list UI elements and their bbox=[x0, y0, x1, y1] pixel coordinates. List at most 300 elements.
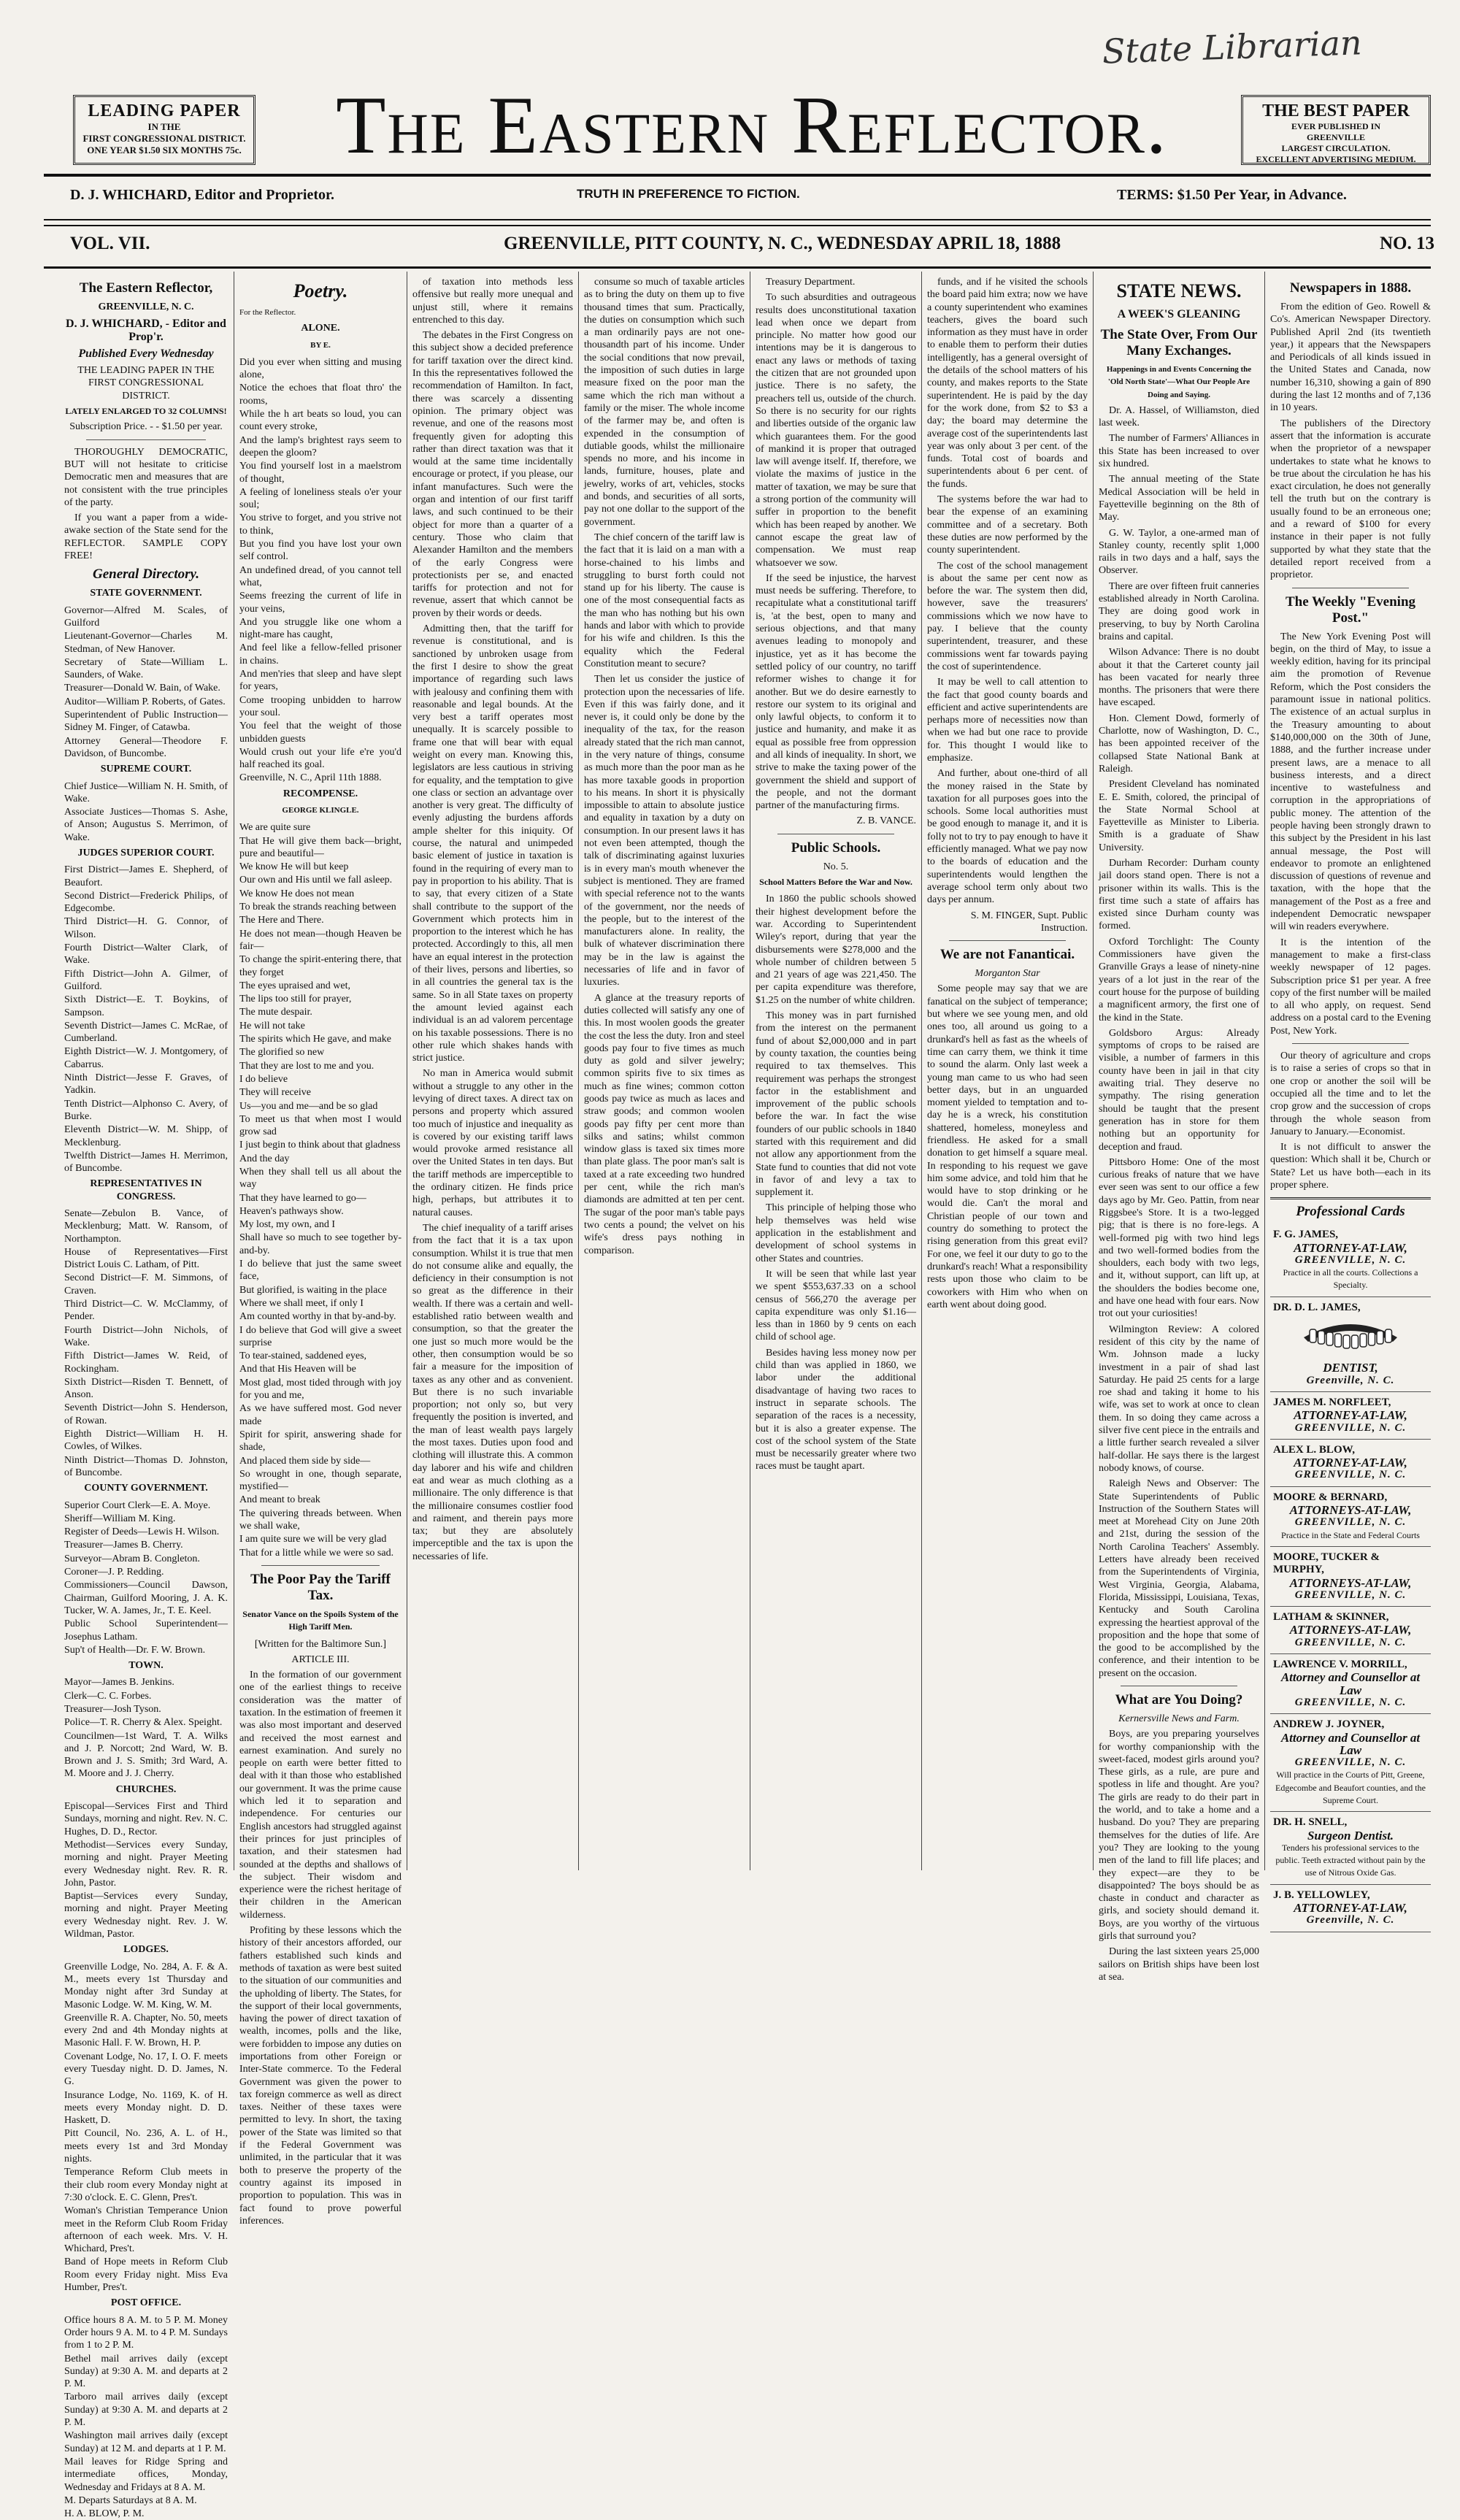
masthead-rule bbox=[44, 266, 1431, 269]
poem-title: ALONE. bbox=[301, 323, 340, 334]
list-line: Episcopal—Services First and Third Sundays, morning and night. Rev. N. C. Hughes, D. D., Rector. bbox=[64, 1801, 228, 1837]
list-line: Eleventh District—W. M. Shipp, of Mecklenburg. bbox=[64, 1124, 228, 1148]
list-line: And the day bbox=[239, 1153, 290, 1164]
list-line: Third District—C. W. McClammy, of Pender. bbox=[64, 1299, 228, 1323]
list-line: Office hours 8 A. M. to 5 P. M. Money Order hours 9 A. M. to 4 P. M. Sundays from 1 to 2 P. M. bbox=[64, 2314, 228, 2351]
masthead-rule bbox=[44, 225, 1431, 226]
town-list bbox=[64, 1676, 228, 1780]
card-name: DR. D. L. JAMES, bbox=[1273, 1301, 1361, 1313]
list-line: But glorified, is waiting in the place bbox=[239, 1284, 387, 1296]
news-item: Wilmington Review: A colored resident of this city by the name of Wm. Johnson made a lucky investment in a pair of shad last Saturday. He paid 25 cents for a large roe shad and taking it home to his wife, was set to work at once to clean them. In so doing they came across a silver five cent piece in the entrails and a little further search revealed a silver half-dollar. He says there is the largest nobody knows, of course. bbox=[1099, 1324, 1259, 1474]
list-line: An undefined dread, of you cannot tell what, bbox=[239, 564, 402, 588]
article-paragraph: Some people may say that we are fanatical on the subject of temperance; but where we see young men, and old ones too, all around us going to a drunkard's hell as fast as the wheels of time can carry them, we think it time to sound the alarm. Only last week a young man came to us who had seen better days, but in an unguarded moment yielded to temptation and to-day he is a wreck, his constitution shattered, homeless, moneyless and friendless. He asked for a small donation to get himself a square meal. In responding to his request we gave him some advice, and told him that he would have to stop drinking or he would die. Can't the moral and Christian people of our town and country do something to protect the rising generation from this great evil? For one, we feel it our duty to go to the drunkard's reach! What a responsibility rests upon those who claim to be coworkers with Him who when on earth went about doing good. bbox=[927, 983, 1088, 1310]
card-town: Greenville, N. C. bbox=[1306, 1374, 1395, 1386]
list-line: A feeling of loneliness steals o'er your soul; bbox=[239, 486, 402, 511]
separator bbox=[1292, 1043, 1409, 1044]
best-paper-box bbox=[1241, 95, 1431, 165]
article-subheadline: School Matters Before the War and Now. bbox=[759, 877, 912, 888]
professional-card bbox=[1270, 1714, 1431, 1812]
supreme-court-heading: SUPREME COURT. bbox=[100, 764, 192, 775]
article-paragraph: Besides having less money now per child than was applied in 1860, we labor under the additional disadvantage of having two races to instruct in separate schools. The separation of the races is a necessity, but it is also a greater expense. The cost of the school system of the State must be necessarily greater where two races must be taught apart. bbox=[756, 1347, 916, 1472]
list-line: As we have suffered most. God never made bbox=[239, 1403, 402, 1427]
poetry-heading: Poetry. bbox=[293, 280, 348, 301]
gleaning-subheading: The State Over, From Our Many Exchanges. bbox=[1100, 327, 1258, 358]
representatives-heading: REPRESENTATIVES IN CONGRESS. bbox=[90, 1178, 202, 1202]
article-paragraph: It is the intention of the management to make a first-class weekly newspaper of 12 pages. Subscription price $1 per year. A free copy of the first number will be mailed to all who apply, on request. Send address on a postal card to the Evening Post, New York. bbox=[1270, 937, 1431, 1037]
card-town: GREENVILLE, N. C. bbox=[1294, 1421, 1407, 1434]
list-line: Our own and His until we fall asleep. bbox=[239, 875, 393, 886]
column-divider bbox=[1093, 272, 1094, 1870]
terms-line: TERMS: $1.50 Per Year, in Advance. bbox=[1117, 187, 1347, 203]
poem-author: BY E. bbox=[310, 340, 331, 350]
column-schools-temperance bbox=[927, 276, 1088, 1867]
list-line: Sixth District—Risden T. Bennett, of Anson. bbox=[64, 1376, 228, 1401]
list-line: Twelfth District—James H. Merrimon, of Buncombe. bbox=[64, 1150, 228, 1175]
state-government-list bbox=[64, 604, 228, 761]
news-item: Wilson Advance: There is no doubt about it that the Carteret county jail has been vacated for nearly three months. The prisoners that were there have escaped. bbox=[1099, 647, 1259, 709]
list-line: Register of Deeds—Lewis H. Wilson. bbox=[64, 1526, 220, 1538]
card-name: J. B. YELLOWLEY, bbox=[1273, 1889, 1370, 1901]
card-town: GREENVILLE, N. C. bbox=[1294, 1756, 1407, 1769]
column-state-news bbox=[1099, 276, 1259, 1983]
card-note: Practice in the State and Federal Courts bbox=[1281, 1529, 1420, 1540]
card-town: GREENVILLE, N. C. bbox=[1294, 1696, 1407, 1708]
list-line: Us—you and me—and be so glad bbox=[239, 1100, 378, 1112]
separator bbox=[261, 1565, 380, 1566]
gleaning-note: Happenings in and Events Concerning the 'Old North State'—What Our People Are Doing and Saying. bbox=[1106, 365, 1252, 399]
list-line: The lips too still for prayer, bbox=[239, 994, 352, 1005]
article-paragraph: And further, about one-third of all the money raised in the State by taxation for all purposes goes into the schools. Some local authorities must be good enough to manage it, and it is folly not to try to pay enough to have it efficiently managed. What we pay now to the boards of education and the superintendents would lengthen the average school term only about two days per annum. bbox=[927, 768, 1088, 906]
list-line: To meet us that when most I would grow sad bbox=[239, 1113, 402, 1138]
list-line: Superior Court Clerk—E. A. Moye. bbox=[64, 1499, 211, 1511]
list-line: And feel like a fellow-felled prisoner in chains. bbox=[239, 642, 402, 667]
card-name: LAWRENCE V. MORRILL, bbox=[1273, 1659, 1407, 1671]
list-line: Baptist—Services every Sunday, morning and night. Prayer Meeting every Wednesday night. Rev. J. W. Wildman, Pastor. bbox=[64, 1891, 228, 1940]
list-line: Fourth District—John Nichols, of Wake. bbox=[64, 1324, 228, 1348]
list-line: Second District—F. M. Simmons, of Craven. bbox=[64, 1272, 228, 1297]
list-line: Seventh District—James C. McRae, of Cumberland. bbox=[64, 1020, 228, 1045]
card-name: DR. H. SNELL, bbox=[1273, 1816, 1348, 1829]
article-paragraph: The chief inequality of a tariff arises from the fact that it is a tax upon consumption. Whilst it is true that men do not consume alike and equally, the deficiency in their consumption is not so great as the difference in their wealth. If there was a certain and well-established ratio between wealth and consumption, so that the greater the one just so much more would be the other, then consumption would be so fair a measure for the imposition of taxes as any other and as convenient. But there is no such invariable proportion; not only so, but very frequently the position is inverted, and the man of least wealth pays largely the most taxes. Duties upon food and clothing will illustrate this. A common day laborer and his wife and children eat and wear as much clothing as a millionaire. The only difference is that the millionaire consumes costlier food and raiment, and therein pays more tax; but they are absolutely imperceptible and the tax is upon the necessaries of life. bbox=[412, 1222, 573, 1562]
article-paragraph: The systems before the war had to bear the expense of an examining committee and of a secretary. Both these duties are now performed by the county superintendent. bbox=[927, 494, 1088, 556]
list-line: While the h art beats so loud, you can count every stroke, bbox=[239, 409, 402, 433]
article-headline: Public Schools. bbox=[791, 840, 881, 856]
list-line: Third District—H. G. Connor, of Wilson. bbox=[64, 916, 228, 940]
list-line: Commissioners—Council Dawson, Chairman, Guilford Mooring, J. A. K. Tucker, W. A. James, Jr., T. E. Keel. bbox=[64, 1580, 228, 1616]
best-paper-line: LARGEST CIRCULATION. bbox=[1281, 143, 1391, 153]
supreme-court-list bbox=[64, 780, 228, 844]
poem-lines bbox=[239, 356, 402, 785]
article-source: Kernersville News and Farm. bbox=[1118, 1713, 1240, 1724]
list-line: House of Representatives—First District Louis C. Latham, of Pitt. bbox=[64, 1246, 228, 1271]
state-news-heading: STATE NEWS. bbox=[1116, 280, 1242, 301]
list-line: Eighth District—William H. H. Cowles, of Wilkes. bbox=[64, 1429, 228, 1453]
professional-card bbox=[1270, 1607, 1431, 1654]
article-paragraph: If the seed be injustice, the harvest must needs be suffering. Therefore, to recapitulate what a constitutional tariff is, 'at the best, open to many and serious objections, and that many avenues leading to monopoly and injustice, yet as it has become the settled policy of our country, no tariff reformer wishes to change it for another. But we do desire earnestly to restore our system to its original and only lawful objects, to conform it to justice and humanity, and make it as equal as possible free from oppression and all kinds of inequality. In short, we strive to make the taxing power of the government the shield and support of the people, and not the dormant partner of the manufacturing firms. bbox=[756, 572, 916, 812]
column-divider bbox=[578, 272, 579, 1870]
list-line: Heaven's pathways show. bbox=[239, 1205, 344, 1217]
article-number: ARTICLE III. bbox=[291, 1653, 350, 1665]
dentures-illustration-icon bbox=[1299, 1315, 1402, 1356]
article-headline: Newspapers in 1888. bbox=[1289, 280, 1412, 296]
editor-line: D. J. WHICHARD, Editor and Proprietor. bbox=[70, 187, 335, 203]
list-line: I do believe that God will give a sweet surprise bbox=[239, 1324, 402, 1348]
list-line: I do believe bbox=[239, 1073, 288, 1085]
card-name: F. G. JAMES, bbox=[1273, 1229, 1339, 1241]
leading-paper-line: FIRST CONGRESSIONAL DISTRICT. bbox=[82, 133, 246, 144]
list-line: Ninth District—Jesse F. Graves, of Yadkin. bbox=[64, 1072, 228, 1096]
list-line: Chief Justice—William N. H. Smith, of Wake. bbox=[64, 780, 228, 804]
leading-paper-box bbox=[73, 95, 256, 165]
state-news-items bbox=[1099, 404, 1259, 1680]
leading-line: THE LEADING PAPER IN THE FIRST CONGRESSIONAL DISTRICT. bbox=[77, 365, 215, 402]
list-line: Eighth District—W. J. Montgomery, of Cabarrus. bbox=[64, 1046, 228, 1070]
list-line: Governor—Alfred M. Scales, of Guilford bbox=[64, 604, 228, 629]
list-line: The spirits which He gave, and make bbox=[239, 1034, 391, 1045]
list-line: The eyes upraised and wet, bbox=[239, 980, 350, 991]
article-paragraph: No man in America would submit without a struggle to any other in the levying of direct taxes. A direct tax on persons and property which assured too much of injustice and inequality as is covered by our existing tariff laws would provoke armed resistance all over the United States in ten days. But the tariff methods are imperceptible to the ordinary citizen. He finds price high, perhaps, but attributes it to natural causes. bbox=[412, 1068, 573, 1218]
column-divider bbox=[921, 272, 922, 1870]
list-line: We know He does not mean bbox=[239, 888, 355, 899]
news-item: There are over fifteen fruit canneries established already in North Carolina. They are doing good work in preserving, to buy by North Carolina brains and capital. bbox=[1099, 580, 1259, 642]
card-name: MOORE, TUCKER & MURPHY, bbox=[1273, 1551, 1380, 1576]
list-line: Covenant Lodge, No. 17, I. O. F. meets every Tuesday night. D. D. James, N. G. bbox=[64, 2051, 228, 2088]
card-role: DENTIST, bbox=[1323, 1361, 1378, 1375]
list-line: Treasurer—James B. Cherry. bbox=[64, 1540, 183, 1551]
news-item: The annual meeting of the State Medical Association will be held in Fayetteville beginning on the 8th of May. bbox=[1099, 474, 1259, 523]
article-paragraph: This money was in part furnished from the interest on the permanent fund of about $2,000,000 and in part by county taxation, the counties being required to tax themselves. This requirement was perhaps the strongest factor in the establishment and improvement of the public schools before the war. In fact the wise founders of our public schools in 1840 started with this requirement and did not allow any apportionment from the State fund to counties that did not vote in favor of and levy a tax to supplement it. bbox=[756, 1010, 916, 1199]
card-town: GREENVILLE, N. C. bbox=[1294, 1636, 1407, 1648]
article-headline: What are You Doing? bbox=[1115, 1691, 1243, 1707]
article-paragraph: The publishers of the Directory assert that the information is accurate when the proprietor of a newspaper undertakes to state what he knows to be true about the circulation he has his exact circulation, he does not generally tell the truth but on the contrary is usually found to be an erroneous one; and a reward of $100 for every instance in their paper is not fully supported by what they state that the detailed report received from a proprietor. bbox=[1270, 418, 1431, 581]
list-line: Would crush out your life e're you'd half reached its goal. bbox=[239, 746, 402, 771]
list-line: And you struggle like one whom a night-mare has caught, bbox=[239, 616, 402, 641]
directory-heading: General Directory. bbox=[93, 566, 199, 583]
paper-name: The Eastern Reflector, bbox=[79, 280, 213, 296]
list-line: To break the strands reaching between bbox=[239, 902, 396, 913]
card-name: JAMES M. NORFLEET, bbox=[1273, 1396, 1391, 1408]
list-line: H. A. BLOW, P. M. bbox=[64, 2508, 145, 2520]
list-line: The quivering threads between. When we shall wake, bbox=[239, 1507, 402, 1532]
column-public-schools bbox=[756, 276, 916, 1867]
best-paper-line: EXCELLENT ADVERTISING MEDIUM. bbox=[1256, 154, 1416, 164]
list-line: Sheriff—William M. King. bbox=[64, 1513, 176, 1524]
separator bbox=[86, 439, 206, 440]
article-source: Morganton Star bbox=[975, 968, 1040, 980]
column-tariff-continued bbox=[412, 276, 573, 1867]
article-paragraph: funds, and if he visited the schools the board paid him extra; now we have a county superintendent who examines teachers, gives the board such information as they must have in order to enable them to perform their duties intelligently, has a general oversight of the details of the school matters of his county, and makes reports to the State superintendent. He is paid by the day for the work done, from $2 to $3 a day; the board may determine the average cost of the superintendents last year was only about 3 per cent. of the funds. Total cost of boards and superintendents about 6 per cent. of the funds. bbox=[927, 277, 1088, 490]
leading-paper-price: ONE YEAR $1.50 SIX MONTHS 75c. bbox=[87, 145, 242, 155]
article-paragraph: From the edition of Geo. Rowell & Co's. American Newspaper Directory. Published April 2nd (its twentieth year,) it appears that the Newspapers and Periodicals of all kinds issued in the United States and Canada, now number 16,310, showing a gain of 890 during the last 12 months and of 7,136 in 10 years. bbox=[1270, 301, 1431, 414]
news-item: Oxford Torchlight: The County Commissioners have given the Granville Grays a lease of ninety-nine years of a lot just in the rear of the court house for the purpose of building a magnificent armory, the first one of the kind in the State. bbox=[1099, 936, 1259, 1023]
newspaper-title: The Eastern Reflector. bbox=[336, 80, 1168, 171]
list-line: He will not take bbox=[239, 1020, 305, 1032]
churches-heading: CHURCHES. bbox=[115, 1783, 177, 1795]
list-line: I am quite sure we will be very glad bbox=[239, 1534, 387, 1545]
poem-title: RECOMPENSE. bbox=[283, 788, 358, 799]
professional-card bbox=[1270, 1654, 1431, 1714]
list-line: Sixth District—E. T. Boykins, of Sampson. bbox=[64, 994, 228, 1018]
news-item: Goldsboro Argus: Already symptoms of crops to be raised are visible, a number of farmers in this county have been in jail in that city awaiting trial. They deserve no sympathy. The rising generation should be taught that the present generation has in store for them nothing but an opportunity for deception and fraud. bbox=[1099, 1027, 1259, 1153]
list-line: Attorney General—Theodore F. Davidson, of Buncombe. bbox=[64, 735, 228, 759]
list-line: Woman's Christian Temperance Union meet in the Reform Club Room Friday afternoon of each week. Mrs. V. H. Whichard, Pres't. bbox=[64, 2205, 228, 2255]
article-headline: We are not Fananticai. bbox=[940, 947, 1075, 963]
separator bbox=[949, 940, 1066, 941]
list-line: Fifth District—John A. Gilmer, of Guilford. bbox=[64, 968, 228, 992]
leading-paper-label: LEADING PAPER bbox=[88, 101, 241, 120]
professional-cards bbox=[1270, 1197, 1431, 1932]
sample-copy-notice: If you want a paper from a wide-awake section of the State send for the REFLECTOR. SAMPLE COPY FREE! bbox=[64, 512, 228, 562]
post-office-list bbox=[64, 2314, 228, 2520]
list-line: Pitt Council, No. 236, A. L. of H., meets every 1st and 3rd Monday nights. bbox=[64, 2128, 228, 2165]
card-role: ATTORNEY-AT-LAW, bbox=[1294, 1408, 1407, 1423]
list-line: Spirit for spirit, answering shade for shade, bbox=[239, 1429, 402, 1453]
professional-card bbox=[1270, 1392, 1431, 1440]
motto: TRUTH IN PREFERENCE TO FICTION. bbox=[577, 187, 800, 201]
lodges-list bbox=[64, 1961, 228, 2294]
town-heading: TOWN. bbox=[128, 1660, 164, 1672]
list-line: Greenville, N. C., April 11th 1888. bbox=[239, 772, 382, 784]
list-line: The glorified so new bbox=[239, 1047, 325, 1059]
article-headline: The Poor Pay the Tariff Tax. bbox=[250, 1571, 391, 1603]
list-line: Notice the echoes that float thro' the rooms, bbox=[239, 383, 402, 407]
news-item: G. W. Taylor, a one-armed man of Stanley county, recently split 1,000 rails in two days and a half, says the Observer. bbox=[1099, 527, 1259, 577]
column-newspapers-cards bbox=[1270, 276, 1431, 1927]
list-line: To change the spirit-entering there, that they forget bbox=[239, 954, 402, 978]
professional-card bbox=[1270, 1224, 1431, 1297]
list-line: To tear-stained, saddened eyes, bbox=[239, 1351, 367, 1362]
poetry-credit: For the Reflector. bbox=[239, 308, 296, 317]
article-paragraph: Admitting then, that the tariff for revenue is constitutional, and is sanctioned by unbroken usage from the first I desire to show the great importance of regarding such laws with jealousy and confining them with reasonable and legal bounds. At the very best a tariff operates most unequally. It is scarcely possible to frame one that will bear with equal weight on every man. Knowing this, legislators are less cautious in striving for equality, and the temptation to give one class or section an advantage over another is very great. The difficulty of evenly adjusting the burdens affords ample shelter for this iniquity. Of course, the natural and unimpeded basic element of justice in taxation is found in the requiring of every man to pay in proportion to his ability. That is to say, that every citizen of a State shall contribute to the support of the Government which protects him in proportion to the interest which he has protected. Accordingly to this, all men have an equal interest in the protection of their lives, persons and liberties, so in all countries the general tax is the same. So in all State taxes on property the amount levied against each individual is an ad valorem percentage on his taxable possessions. There is no other rule which shakes hands with strict justice. bbox=[412, 623, 573, 1064]
card-town: Greenville, N. C. bbox=[1306, 1914, 1395, 1927]
list-line: Did you ever when sitting and musing alone, bbox=[239, 356, 402, 381]
article-subheadline: Senator Vance on the Spoils System of the High Tariff Men. bbox=[242, 1608, 399, 1632]
list-line: Mayor—James B. Jenkins. bbox=[64, 1677, 174, 1689]
card-town: GREENVILLE, N. C. bbox=[1294, 1469, 1407, 1481]
column-directory bbox=[64, 276, 228, 2520]
enlarged-line: LATELY ENLARGED TO 32 COLUMNS! bbox=[65, 406, 227, 417]
article-paragraph: Boys, are you preparing yourselves for worthy companionship with the sweet-faced, modest girls around you? These girls, as a rule, are pure and spotless in life and thought. Are you? The girls are ready to do their part in the world, and to take a home and a husband. Do you? They are preparing themselves for the duties of life. Are you? They are looking to the young men of the land to fill life places; and they expect—are they to be disappointed? The boys should be as chaste in conduct and character as girls, and society should demand it. Boys, are you worthy of the virtuous girls that surround you? bbox=[1099, 1729, 1259, 1943]
cards-heading: Professional Cards bbox=[1296, 1204, 1405, 1220]
professional-card bbox=[1270, 1812, 1431, 1884]
card-role: ATTORNEYS-AT-LAW, bbox=[1289, 1623, 1412, 1637]
news-item: Pittsboro Home: One of the most curious freaks of nature that we have ever seen was sent to our office a few days ago by Mr. Geo. Pattin, from near Riggsbee's Store. It is a two-legged pig; that is there is no fore-legs. A well-formed pig with two hind legs and two well-formed bodies from the shoulders, each body with two legs, and it, without support, can lift up, at the shoulders the bodies become one, and have one head with four ears. Now trot out your curiosities! bbox=[1099, 1156, 1259, 1320]
list-line: And meant to break bbox=[239, 1494, 320, 1506]
list-line: Seventh District—John S. Henderson, of Rowan. bbox=[64, 1402, 228, 1426]
article-paragraph: The cost of the school management is about the same per cent now as before the war. The system then did, however, save the treasurers' commissions which we now have to pay. I believe that the county superintendent, treasurer, and these commissions went far towards paying the cost of superintendence. bbox=[927, 560, 1088, 672]
judges-heading: JUDGES SUPERIOR COURT. bbox=[77, 847, 215, 858]
list-line: I just begin to think about that gladness bbox=[239, 1140, 401, 1151]
county-list bbox=[64, 1499, 228, 1657]
list-line: Most glad, most tided through with joy for you and me, bbox=[239, 1377, 402, 1402]
list-line: Fifth District—James W. Reid, of Rockingham. bbox=[64, 1351, 228, 1375]
card-role: ATTORNEYS-AT-LAW, bbox=[1289, 1503, 1412, 1518]
article-paragraph: It may be well to call attention to the fact that good county boards and efficient and active superintendents are perhaps more of necessities now than when we had but one race to provide for. This thought I would like to emphasize. bbox=[927, 677, 1088, 764]
list-line: Temperance Reform Club meets in their club room every Monday night at 7:30 o'clock. E. C. Glenn, Pres't. bbox=[64, 2167, 228, 2203]
article-signature: Z. B. VANCE. bbox=[856, 815, 916, 827]
democratic-notice: THOROUGHLY DEMOCRATIC, BUT will not hesitate to criticise Democratic men and measures that are not consistent with the true principles of the party. bbox=[64, 446, 228, 508]
card-role: ATTORNEYS-AT-LAW, bbox=[1289, 1575, 1412, 1590]
article-paragraph: Then let us consider the justice of protection upon the necessaries of life. Even if this was fairly done, and it never is, it could only be done by the inequality of the tax, for the reason already stated that the rich man cannot, in the very nature of things, consume as much more than the poor man as he has more taxable goods in proportion to his means. In short it is physically impossible to attain to absolute justice and equality in taxation by a duty on consumption. In our present laws it has not even been attempted, though the talk of discriminating against luxuries is in every man's mouth whenever the subject is mentioned. They are framed with special reference not to the wants of the government, nor the needs of the people, but to the interest of the manufacturers alone. In reality, the bulk of whatever discrimination there may be in the law is against the necessaries of life and in favor of luxuries. bbox=[584, 674, 745, 988]
list-line: Clerk—C. C. Forbes. bbox=[64, 1690, 152, 1702]
issue-number: NO. 13 bbox=[1380, 234, 1434, 253]
list-line: Bethel mail arrives daily (except Sunday) at 9:30 A. M. and departs at 2 P. M. bbox=[64, 2353, 228, 2390]
list-line: That they have learned to go— bbox=[239, 1192, 366, 1204]
list-line: That for a little while we were so sad. bbox=[239, 1547, 394, 1559]
handwritten-annotation: State Librarian bbox=[1102, 23, 1363, 72]
news-item: The number of Farmers' Alliances in this State has been increased to over six hundred. bbox=[1099, 433, 1259, 470]
list-line: And that His Heaven will be bbox=[239, 1364, 356, 1375]
masthead-rule bbox=[44, 219, 1431, 220]
published-line: Published Every Wednesday bbox=[78, 347, 214, 360]
card-name: ANDREW J. JOYNER, bbox=[1273, 1718, 1385, 1731]
list-line: They will receive bbox=[239, 1087, 311, 1099]
professional-card bbox=[1270, 1487, 1431, 1547]
leading-paper-line: IN THE bbox=[147, 121, 181, 132]
list-line: He does not mean—though Heaven be fair— bbox=[239, 928, 402, 952]
list-line: Tenth District—Alphonso C. Avery, of Burke. bbox=[64, 1098, 228, 1122]
list-line: M. Departs Saturdays at 8 A. M. bbox=[64, 2494, 197, 2506]
list-line: Greenville R. A. Chapter, No. 50, meets every 2nd and 4th Monday nights at Masonic Hall. F. W. Brown, H. P. bbox=[64, 2012, 228, 2049]
best-paper-line: GREENVILLE bbox=[1306, 132, 1366, 142]
list-line: First District—James E. Shepherd, of Beaufort. bbox=[64, 864, 228, 888]
list-line: Secretary of State—William L. Saunders, of Wake. bbox=[64, 656, 228, 681]
card-role: ATTORNEY-AT-LAW, bbox=[1294, 1240, 1407, 1255]
list-line: Lieutenant-Governor—Charles M. Stedman, of New Hanover. bbox=[64, 631, 228, 655]
card-town: GREENVILLE, N. C. bbox=[1294, 1253, 1407, 1266]
news-item: Dr. A. Hassel, of Williamston, died last week. bbox=[1099, 404, 1259, 429]
news-item: Durham Recorder: Durham county jail doors stand open. There is not a prisoner within its walls. This is the first time such a state of affairs has existed since Durham county was formed. bbox=[1099, 857, 1259, 932]
list-line: And placed them side by side— bbox=[239, 1455, 371, 1467]
card-note: Tenders his professional services to the public. Teeth extracted without pain by the use of Nitrous Oxide Gas. bbox=[1275, 1842, 1426, 1878]
article-paragraph: Treasury Department. bbox=[766, 277, 856, 288]
article-paragraph: A glance at the treasury reports of duties collected will satisfy any one of this. In most woolen goods the greater the cost the less the duty. Iron and steel goods pay four to five times as much duty as gold and silver jewelry; common spirits five to six times as much as fine wines; common cotton goods pay twice as much as laces and straw goods; and common woolen goods pay fifty per cent more than silks and satins; whilst common window glass is taxed six times more than plate glass. The poor man's salt is taxed at a rate exceeding two hundred per cent, while the rich man's diamonds are admitted at ten per cent. The sugar of the poor man's table pays two cents a pound; the velvet on his wife's dress pays nothing in comparison. bbox=[584, 992, 745, 1256]
list-line: Sup't of Health—Dr. F. W. Brown. bbox=[64, 1644, 206, 1656]
card-role: Attorney and Counsellor at Law bbox=[1280, 1670, 1421, 1697]
professional-card bbox=[1270, 1297, 1431, 1392]
best-paper-line: EVER PUBLISHED IN bbox=[1291, 121, 1381, 131]
article-note: [Written for the Baltimore Sun.] bbox=[254, 1638, 387, 1650]
article-paragraph: In the formation of our government one of the earliest things to receive consideration was the matter of taxation. In the estimation of freemen it was also most important and deserved and received the most earnest and earnest examination. And surely no people on earth were better fitted to deal with it than those who established our government. It was the prime cause which led it to separation and independence. For centuries our English ancestors had struggled against their princes for just principles of taxation, and their statesmen had sounded at the depths and shallows of the subject. Their wisdom and experience were the richest heritage of their children in the American wilderness. bbox=[239, 1670, 402, 1921]
county-heading: COUNTY GOVERNMENT. bbox=[84, 1483, 208, 1494]
article-paragraph: This principle of helping those who help themselves was held wise application in the establishment and development of school systems in other States and countries. bbox=[756, 1202, 916, 1264]
best-paper-label: THE BEST PAPER bbox=[1262, 101, 1410, 120]
article-signature: S. M. FINGER, Supt. Public Instruction. bbox=[970, 910, 1088, 934]
list-line: Mail leaves for Ridge Spring and intermediate offices, Monday, Wednesday and Fridays at 8 A. M. bbox=[64, 2456, 228, 2493]
card-note: Practice in all the courts. Collections a Specialty. bbox=[1283, 1267, 1418, 1291]
list-line: Methodist—Services every Sunday, morning and night. Prayer Meeting every Wednesday night. Rev. R. R. John, Pastor. bbox=[64, 1839, 228, 1889]
list-line: Treasurer—Josh Tyson. bbox=[64, 1703, 161, 1715]
list-line: You strive to forget, and you strive not to think, bbox=[239, 512, 402, 537]
professional-card bbox=[1270, 1547, 1431, 1607]
list-line: Where we shall meet, if only I bbox=[239, 1297, 364, 1309]
list-line: Seems freezing the current of life in your veins, bbox=[239, 591, 402, 615]
list-line: Surveyor—Abram B. Congleton. bbox=[64, 1553, 200, 1564]
list-line: You find yourself lost in a maelstrom of thought, bbox=[239, 461, 402, 485]
card-role: ATTORNEY-AT-LAW, bbox=[1294, 1901, 1407, 1916]
judges-list bbox=[64, 864, 228, 1175]
professional-card bbox=[1270, 1440, 1431, 1487]
list-line: Superintendent of Public Instruction—Sidney M. Finger, of Catawba. bbox=[64, 710, 228, 734]
news-item: Raleigh News and Observer: The State Superintendents of Public Instruction of the Southern States will meet at Morehead City on June 20th and 21st, during the session of the North Carolina Teachers' Assembly. Letters have already been received from the Superintendents of Virginia, West Virginia, Georgia, Alabama, Florida, Mississippi, Louisiana, Texas, Kentucky and South Carolina expressing the heartiest approval of the proposition and the hope that some of the good to be accomplished by the conference, and their intention to be present on the occasion. bbox=[1099, 1478, 1259, 1679]
column-tariff-continued bbox=[584, 276, 745, 1867]
state-government-heading: STATE GOVERNMENT. bbox=[90, 588, 202, 599]
article-paragraph: To such absurdities and outrageous results does unconstitutional taxation lead when once we depart from principle. No matter how good our intentions may be it is dangerous to enact any laws or methods of taxing the citizen that are not grounded upon justice. There is no safety, the preachers tell us, outside of the church. So there is no security for our rights and liberties outside of the organic law which guarantees them. For the good of mankind it is proper that outraged law will avenge itself. If, therefore, we violate the maxims of justice in the matter of taxation, we may be sure that a strong portion of the community will suffer in proportion to the benefit which has been reaped by another. We cannot escape the great law of compensation. We must reap whatsoever we sow. bbox=[756, 292, 916, 569]
article-paragraph: Profiting by these lessons which the history of their ancestors afforded, our fathers established such kinds and methods of taxation as were best suited to the situation of our communities and the upholding of liberty. The States, for the support of their local governments, having the power of direct taxation of wealth, incomes, polls and the like, were forbidden to impose any duties on importations from other Foreign or Inter-State commerce. To the Federal Government was given the power to tax foreign commerce as well as direct taxes. Neither of these taxes were permitted to levy. In short, the taxing power of the State was limited so that if the Federal Government was unlimited, in the particular that it was both to preserve the property of the country against its imposed in proportion to population. This was in fact found to prove powerful inferences. bbox=[239, 1925, 402, 2227]
card-role: Surgeon Dentist. bbox=[1307, 1828, 1394, 1843]
article-paragraph: consume so much of taxable articles as to bring the duty on them up to five thousand times that sum. Practically, the duties on consumption which such a man ordinarily pays are not one-thousandth part of his income. Under the social conditions that now prevail, the imposition of such duties in large measure fixed on the poor man the same which the rich man without a family or the miser. The whole income of the farmer may be, and often is expended in the consumption of dutiable goods, whilst the millionaire spends no more, and his income in lands, furniture, houses, plate and jewelry, works of art, vehicles, stocks and bonds, and securities of all sorts, pay not one dollar to the support of the government. bbox=[584, 277, 745, 528]
article-paragraph: The New York Evening Post will begin, on the third of May, to issue a weekly edition, having for its principal aim the promotion of Revenue Reform, which the Post considers the paramount issue in national politics. The existence of an actual surplus in the Treasury amounting to about $140,000,000 on the 30th of June, 1888, and the further increase under present laws, are a menace to all business interests, and a direct incentive to wastefulness and corruption in the appropriations of public money. The attention of the people having been strongly drawn to this subject by the President in his last annual message, the Post will endeavor to promote an enlightened discussion of questions of revenue and taxation, with the hope that the management of the Post as a free and independent Democratic newspaper will win readers everywhere. bbox=[1270, 631, 1431, 933]
list-line: When they shall tell us all about the way bbox=[239, 1167, 402, 1191]
churches-list bbox=[64, 1800, 228, 1940]
list-line: You feel that the weight of those unbidden guests bbox=[239, 721, 402, 745]
list-line: So wrought in one, though separate, mystified— bbox=[239, 1468, 402, 1493]
poem-lines bbox=[239, 821, 402, 1559]
list-line: Public School Superintendent—Josephus Latham. bbox=[64, 1618, 228, 1643]
proprietor-line: D. J. WHICHARD, - Editor and Prop'r. bbox=[66, 318, 226, 343]
article-paragraph: It is not difficult to answer the question: Which shall it be, Church or State? Let us have both—each in its proper sphere. bbox=[1270, 1142, 1431, 1191]
list-line: Come trooping unbidden to harrow your soul. bbox=[239, 694, 402, 718]
volume-number: VOL. VII. bbox=[70, 234, 150, 253]
lodges-heading: LODGES. bbox=[123, 1944, 169, 1956]
column-poetry bbox=[239, 276, 402, 2227]
dateline: GREENVILLE, PITT COUNTY, N. C., WEDNESDAY APRIL 18, 1888 bbox=[504, 234, 1061, 253]
article-headline: The Weekly "Evening Post." bbox=[1285, 593, 1416, 626]
poem-author: GEORGE KLINGLE. bbox=[282, 805, 359, 815]
list-line: Treasurer—Donald W. Bain, of Wake. bbox=[64, 683, 220, 694]
card-list bbox=[1270, 1224, 1431, 1932]
list-line: Auditor—William P. Roberts, of Gates. bbox=[64, 696, 226, 707]
list-line: Band of Hope meets in Reform Club Room every Friday night. Miss Eva Humber, Pres't. bbox=[64, 2256, 228, 2294]
card-name: MOORE & BERNARD, bbox=[1273, 1491, 1388, 1503]
list-line: My lost, my own, and I bbox=[239, 1219, 336, 1231]
list-line: We know He will but keep bbox=[239, 861, 349, 873]
list-line: Am counted worthy in that by-and-by. bbox=[239, 1311, 396, 1323]
list-line: Second District—Frederick Philips, of Edgecombe. bbox=[64, 890, 228, 915]
column-divider bbox=[1264, 272, 1265, 1870]
list-line: And men'ries that sleep and have slept for years, bbox=[239, 669, 402, 693]
list-line: Associate Justices—Thomas S. Ashe, of Anson; Augustus S. Merrimon, of Wake. bbox=[64, 807, 228, 843]
list-line: Fourth District—Walter Clark, of Wake. bbox=[64, 942, 228, 967]
list-line: That He will give them back—bright, pure and beautiful— bbox=[239, 835, 402, 859]
news-item: President Cleveland has nominated E. E. Smith, colored, the principal of the State Normal School at Fayetteville as Minister to Liberia. Smith is a graduate of Shaw University. bbox=[1099, 779, 1259, 853]
article-paragraph: Our theory of agriculture and crops is to raise a series of crops so that in one crop or another the soil will be occupied all the time and to let the crop grow and the succession of crops through the whole season from January to January.—Economist. bbox=[1270, 1050, 1431, 1137]
article-paragraph: of taxation into methods less offensive but really more unequal and unjust still, where it remains entrenched to this day. bbox=[412, 277, 573, 326]
list-line: Senate—Zebulon B. Vance, of Mecklenburg; Matt. W. Ransom, of Northampton. bbox=[64, 1208, 228, 1245]
list-line: And the lamp's brightest rays seem to deepen the gloom? bbox=[239, 434, 402, 458]
paper-place: GREENVILLE, N. C. bbox=[98, 301, 194, 312]
card-role: ATTORNEY-AT-LAW, bbox=[1294, 1456, 1407, 1470]
list-line: Tarboro mail arrives daily (except Sunday) at 9:30 A. M. and departs at 2 P. M. bbox=[64, 2392, 228, 2429]
card-name: LATHAM & SKINNER, bbox=[1273, 1611, 1389, 1624]
card-town: GREENVILLE, N. C. bbox=[1294, 1589, 1407, 1601]
article-paragraph: It will be seen that while last year we spent $553,637.33 on a school census of 566,270 the average per capita expenditure was only $1.16—less than in 1860 by 9 cents on each child of school age. bbox=[756, 1268, 916, 1343]
list-line: We are quite sure bbox=[239, 822, 311, 834]
gleaning-heading: A WEEK'S GLEANING bbox=[1117, 308, 1241, 320]
list-line: The Here and There. bbox=[239, 915, 324, 926]
article-paragraph: During the last sixteen years 25,000 sailors on British ships have been lost at sea. bbox=[1099, 1946, 1259, 1983]
list-line: Greenville Lodge, No. 284, A. F. & A. M., meets every 1st Thursday and Monday night after 3rd Sunday at Masonic Lodge. W. M. King, W. M. bbox=[64, 1961, 228, 2010]
post-office-heading: POST OFFICE. bbox=[110, 2297, 182, 2309]
masthead-rule bbox=[44, 174, 1431, 177]
card-note: Will practice in the Courts of Pitt, Greene, Edgecombe and Beaufort counties, and the Supreme Court. bbox=[1275, 1770, 1426, 1805]
subscription-line: Subscription Price. - - $1.50 per year. bbox=[69, 421, 223, 433]
list-line: The mute despair. bbox=[239, 1007, 312, 1018]
list-line: That they are lost to me and you. bbox=[239, 1060, 374, 1072]
list-line: But you find you have lost your own self control. bbox=[239, 539, 402, 563]
card-name: ALEX L. BLOW, bbox=[1273, 1443, 1355, 1456]
list-line: Shall have so much to see together by-and-by. bbox=[239, 1232, 402, 1256]
